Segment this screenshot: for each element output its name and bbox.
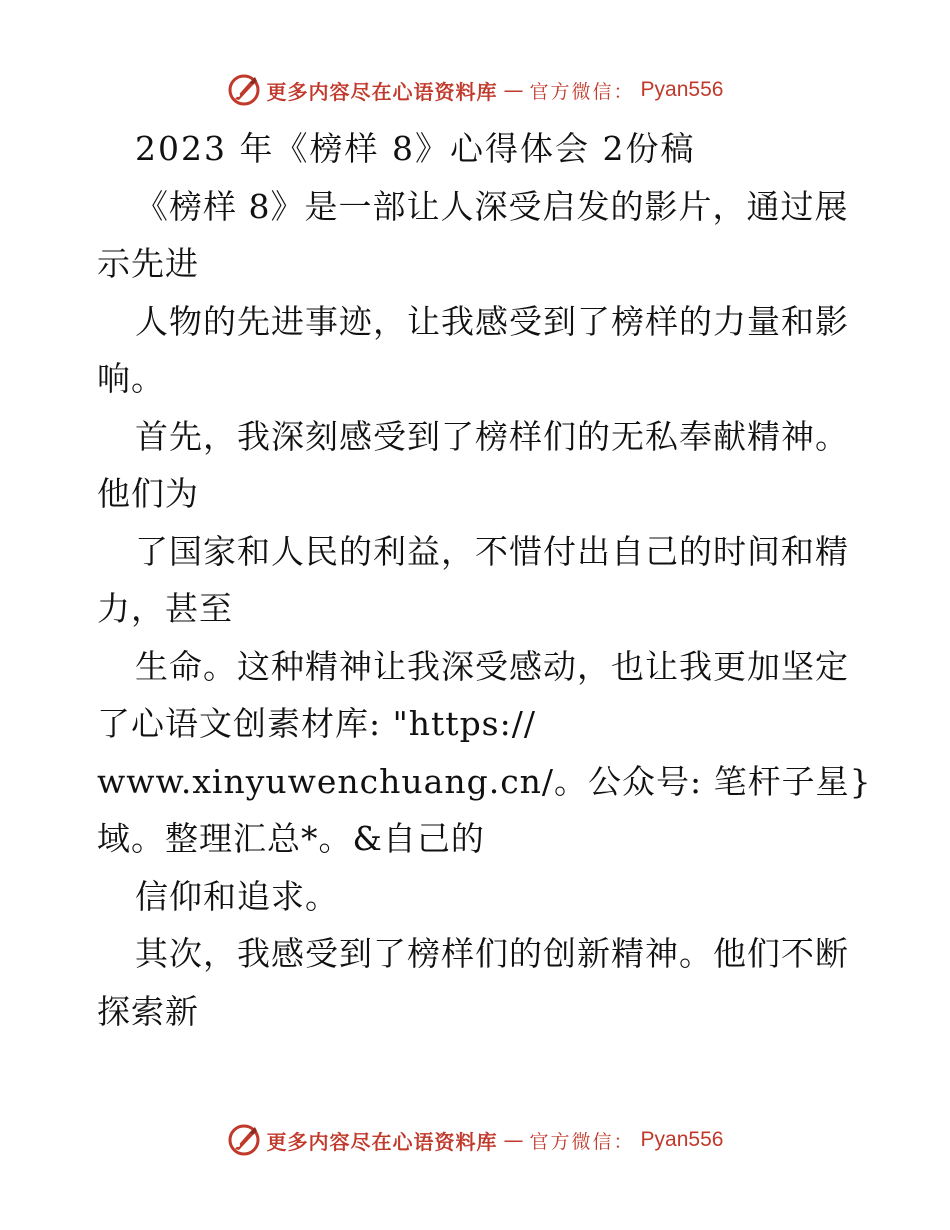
footer-wechat-id: Pyan556 xyxy=(640,1128,724,1151)
header-wechat-id: Pyan556 xyxy=(640,78,724,101)
quill-logo-icon xyxy=(227,73,261,107)
header-banner xyxy=(0,70,950,110)
text-line: 信仰和追求。 xyxy=(135,876,339,916)
footer-wechat-label: 官方微信： xyxy=(529,1130,635,1153)
text-line: 探索新 xyxy=(97,991,199,1031)
document-body xyxy=(97,120,872,1040)
text-line: www.xinyuwenchuang.cn/。公众号: 笔杆子星} xyxy=(97,761,872,801)
text-line: 示先进 xyxy=(97,244,199,283)
text-line: 生命。这种精神让我深受感动，也让我更加坚定 xyxy=(135,646,849,686)
document-title: 2023 年《榜样 8》心得体会 2份稿 xyxy=(135,129,696,168)
footer-dash: — xyxy=(503,1128,524,1152)
text-line: 了国家和人民的利益，不惜付出自己的时间和精 xyxy=(135,531,849,571)
footer-site-text: 更多内容尽在心语资料库 xyxy=(266,1129,498,1154)
text-line: 人物的先进事迹，让我感受到了榜样的力量和影 xyxy=(135,301,849,341)
text-line: 了心语文创素材库: "https:// xyxy=(97,704,536,743)
text-line: 力，甚至 xyxy=(97,589,233,628)
text-line: 他们为 xyxy=(97,474,199,513)
text-line: 域。整理汇总*。&自己的 xyxy=(97,819,485,858)
text-line: 《榜样 8》是一部让人深受启发的影片，通过展 xyxy=(135,186,849,226)
footer-banner xyxy=(0,1120,950,1160)
header-wechat-label: 官方微信： xyxy=(529,80,635,103)
header-dash: — xyxy=(503,78,524,102)
quill-logo-icon xyxy=(227,1123,261,1157)
text-line: 其次，我感受到了榜样们的创新精神。他们不断 xyxy=(135,934,849,973)
text-line: 首先，我深刻感受到了榜样们的无私奉献精神。 xyxy=(135,416,849,456)
header-site-text: 更多内容尽在心语资料库 xyxy=(266,79,498,104)
text-line: 响。 xyxy=(97,359,165,398)
